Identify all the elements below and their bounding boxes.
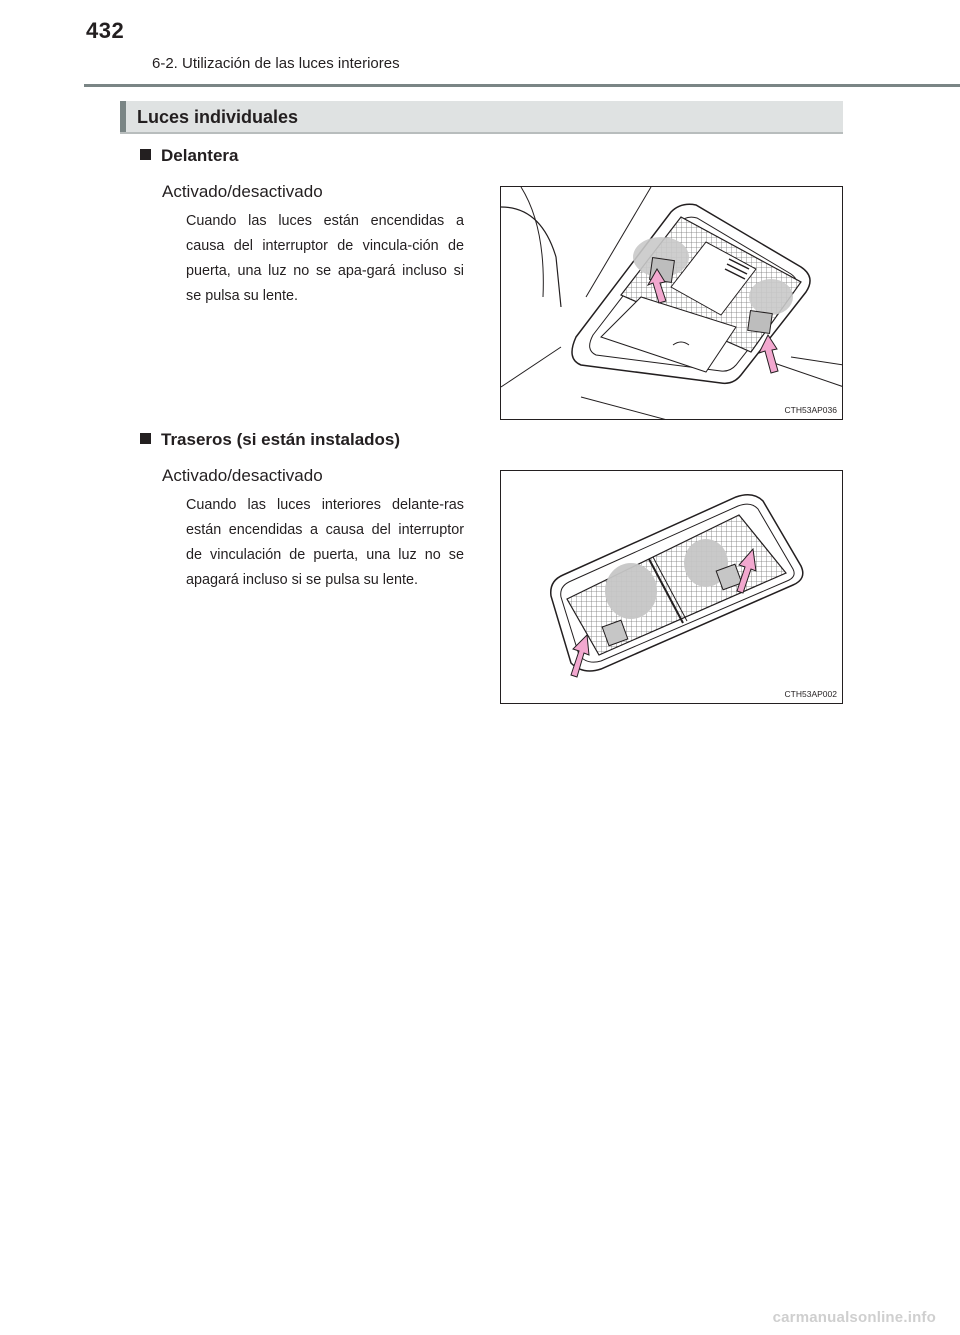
front-description: Cuando las luces están encendidas a causa del interruptor de vincula-ción de puerta, una luz no se apa-gará incluso si se pulsa su lente. [186,213,464,304]
rear-heading-text: Traseros (si están instalados) [161,430,401,449]
section-title: Luces individuales [137,107,299,127]
front-figure-code: CTH53AP036 [784,405,837,415]
section-accent [120,101,126,132]
front-light-figure [500,186,843,420]
front-heading-text: Delantera [161,146,239,165]
front-light-illustration [501,187,843,420]
rear-description: Cuando las luces interiores delante-ras están encendidas a causa del interruptor de vinculación de puerta, una luz no se apagará incluso si se pulsa su lente. [186,497,464,588]
rear-light-illustration [501,471,843,704]
square-bullet-icon [140,149,151,160]
rear-heading [140,430,400,450]
rear-label: Activado/desactivado [162,466,323,485]
front-heading [140,146,238,166]
front-label: Activado/desactivado [162,182,323,201]
square-bullet-icon [140,433,151,444]
chapter-title: 6-2. Utilización de las luces interiores [152,55,400,72]
rear-figure-code: CTH53AP002 [784,689,837,699]
page-number: 432 [86,18,125,43]
section-header [120,101,843,134]
rear-light-figure [500,470,843,704]
header-rule [84,84,960,87]
watermark: carmanualsonline.info [772,1309,936,1326]
